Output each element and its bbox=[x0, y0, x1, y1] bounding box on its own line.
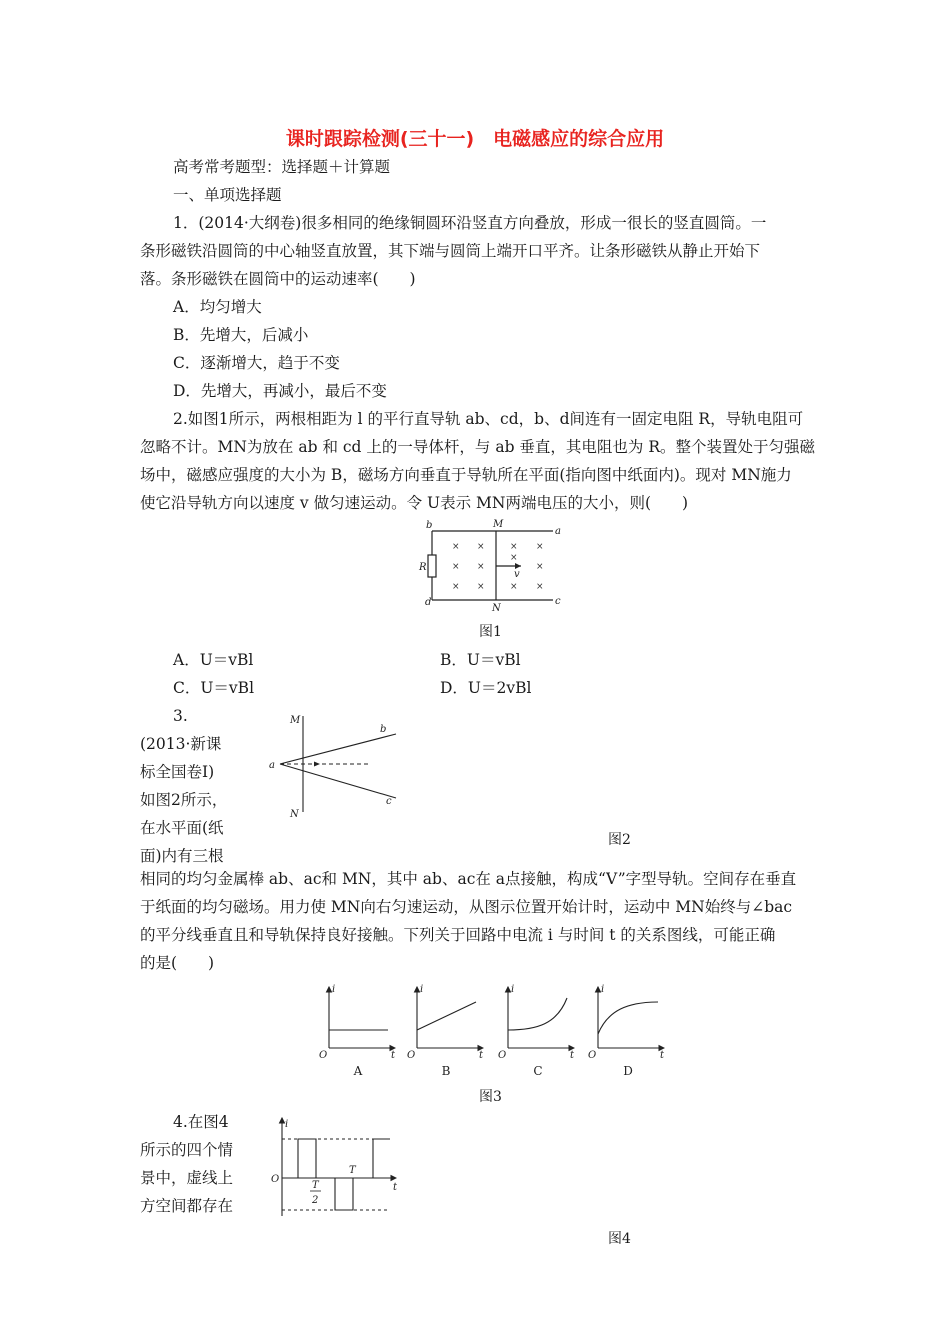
q2-line2: 忽略不计。MN为放在 ab 和 cd 上的一导体杆，与 ab 垂直，其电阻也为 R。整个装置处于匀强磁 bbox=[140, 438, 816, 456]
fig1-label-r: R bbox=[419, 562, 427, 573]
graph-d-name: D bbox=[623, 1064, 633, 1078]
fig2-label-m: M bbox=[290, 715, 301, 726]
graph-b-i-label: i bbox=[420, 984, 424, 995]
page-title: 课时跟踪检测(三十一) 电磁感应的综合应用 bbox=[285, 128, 665, 150]
q2-option-a: A．U＝vBl bbox=[173, 651, 254, 669]
q4-side-line4: 方空间都存在 bbox=[140, 1197, 234, 1215]
field-mark: × bbox=[452, 562, 460, 572]
graph-a-t-label: t bbox=[391, 1050, 396, 1061]
field-mark: × bbox=[452, 582, 460, 592]
field-mark: × bbox=[477, 542, 485, 552]
field-mark: × bbox=[536, 562, 544, 572]
figure-3-graphs bbox=[312, 982, 672, 1080]
graph-d-t-label: t bbox=[660, 1050, 665, 1061]
field-mark: × bbox=[536, 542, 544, 552]
q2-line3: 场中，磁感应强度的大小为 B，磁场方向垂直于导轨所在平面(指向图中纸面内)。现对 MN施力 bbox=[140, 466, 792, 484]
q3-side-line4: 如图2所示， bbox=[140, 791, 228, 809]
q2-option-b: B．U＝vBl bbox=[440, 651, 521, 669]
q3-side-line5: 在水平面(纸 bbox=[140, 819, 224, 837]
graph-c-t-label: t bbox=[570, 1050, 575, 1061]
fig1-label-c: c bbox=[555, 596, 561, 607]
fig4-half-period-num: T bbox=[312, 1180, 319, 1191]
q3-side-line2: (2013·新课 bbox=[140, 735, 222, 753]
q1-option-c: C．逐渐增大，趋于不变 bbox=[173, 354, 340, 372]
fig1-label-a: a bbox=[555, 526, 561, 537]
fig4-t-label: t bbox=[393, 1182, 398, 1193]
q1-option-b: B．先增大，后减小 bbox=[173, 326, 309, 344]
q2-line1: 2.如图1所示，两根相距为 l 的平行直导轨 ab、cd，b、d间连有一固定电阻 R，导轨电阻可 bbox=[173, 410, 804, 428]
fig1-label-n: N bbox=[492, 603, 501, 613]
graph-c-name: C bbox=[533, 1064, 543, 1078]
graph-b-origin: O bbox=[407, 1050, 416, 1061]
field-mark: × bbox=[477, 562, 485, 572]
fig1-label-b: b bbox=[426, 520, 433, 531]
q1-line2: 条形磁铁沿圆筒的中心轴竖直放置，其下端与圆筒上端开口平齐。让条形磁铁从静止开始下 bbox=[140, 242, 761, 260]
figure-4-caption: 图4 bbox=[608, 1231, 631, 1247]
fig4-origin: O bbox=[271, 1174, 280, 1185]
graph-d-origin: O bbox=[588, 1050, 597, 1061]
q1-line3: 落。条形磁铁在圆筒中的运动速率( ) bbox=[140, 270, 416, 288]
q3-side-line3: 标全国卷Ⅰ) bbox=[140, 763, 215, 781]
field-mark: × bbox=[510, 582, 518, 592]
common-types: 高考常考题型：选择题＋计算题 bbox=[173, 158, 391, 176]
q4-side-line2: 所示的四个情 bbox=[140, 1141, 234, 1159]
field-mark: × bbox=[510, 542, 518, 552]
fig4-period-label: T bbox=[349, 1165, 356, 1176]
graph-b-name: B bbox=[441, 1064, 451, 1078]
figure-1-circuit bbox=[415, 515, 565, 613]
fig2-label-c: c bbox=[386, 796, 392, 807]
graph-c-origin: O bbox=[498, 1050, 507, 1061]
q4-side-line1: 4.在图4 bbox=[173, 1113, 229, 1131]
q2-option-d: D．U＝2vBl bbox=[440, 679, 532, 697]
graph-a-origin: O bbox=[319, 1050, 328, 1061]
graph-b-t-label: t bbox=[479, 1050, 484, 1061]
fig1-label-d: d bbox=[425, 597, 432, 608]
q1-option-d: D．先增大，再减小，最后不变 bbox=[173, 382, 387, 400]
figure-2-v-rails bbox=[262, 708, 412, 823]
field-mark: × bbox=[510, 553, 518, 563]
q2-option-c: C．U＝vBl bbox=[173, 679, 255, 697]
graph-c-i-label: i bbox=[511, 984, 515, 995]
fig4-i-label: i bbox=[285, 1119, 289, 1130]
q3-side-line1: 3. bbox=[173, 707, 188, 725]
fig2-label-a: a bbox=[269, 760, 275, 771]
q3-line4: 的是( ) bbox=[140, 954, 215, 972]
graph-a-i-label: i bbox=[332, 984, 336, 995]
fig2-label-b: b bbox=[380, 724, 387, 735]
fig1-label-m: M bbox=[493, 519, 504, 530]
q4-side-line3: 景中，虚线上 bbox=[140, 1169, 234, 1187]
q3-line1: 相同的均匀金属棒 ab、ac和 MN，其中 ab、ac在 a点接触，构成“V”字型导轨。空间存在垂直 bbox=[140, 870, 797, 888]
field-mark: × bbox=[477, 582, 485, 592]
q1-option-a: A．均匀增大 bbox=[173, 298, 262, 316]
figure-4-square-wave bbox=[262, 1114, 402, 1218]
fig4-half-period-den: 2 bbox=[312, 1195, 319, 1206]
q3-side-line6: 面)内有三根 bbox=[140, 847, 224, 865]
q1-line1: 1．(2014·大纲卷)很多相同的绝缘铜圆环沿竖直方向叠放，形成一很长的竖直圆筒。一 bbox=[173, 214, 767, 232]
figure-1-caption: 图1 bbox=[479, 624, 502, 640]
graph-a-name: A bbox=[353, 1064, 363, 1078]
figure-3-caption: 图3 bbox=[479, 1089, 502, 1105]
q3-line2: 于纸面的均匀磁场。用力使 MN向右匀速运动，从图示位置开始计时，运动中 MN始终与∠bac bbox=[140, 898, 793, 916]
figure-2-caption: 图2 bbox=[608, 832, 631, 848]
fig2-label-n: N bbox=[290, 809, 299, 820]
field-mark: × bbox=[452, 542, 460, 552]
q3-line3: 的平分线垂直且和导轨保持良好接触。下列关于回路中电流 i 与时间 t 的关系图线，可能正确 bbox=[140, 926, 776, 944]
fig1-label-v: v bbox=[514, 569, 520, 580]
graph-d-i-label: i bbox=[601, 984, 605, 995]
q2-line4: 使它沿导轨方向以速度 v 做匀速运动。令 U表示 MN两端电压的大小，则( ) bbox=[140, 494, 689, 512]
field-mark: × bbox=[536, 582, 544, 592]
section-heading: 一、单项选择题 bbox=[173, 186, 282, 204]
